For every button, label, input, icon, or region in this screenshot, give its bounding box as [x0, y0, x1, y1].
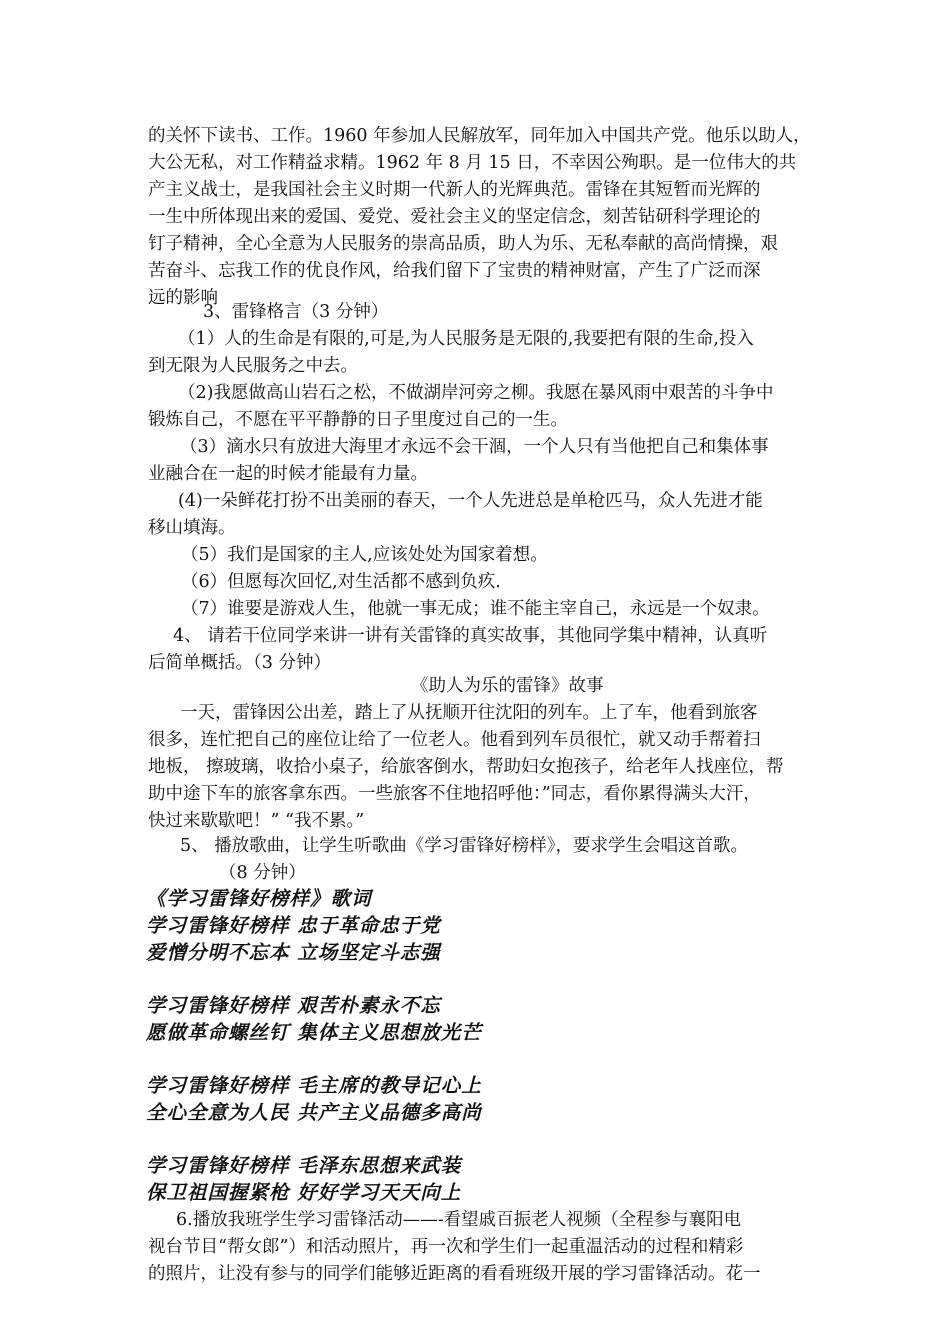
motto-line: 锻炼自己，不愿在平平静静的日子里度过自己的一生。	[148, 410, 568, 430]
lyric-line: 学习雷锋好榜样 忠于革命忠于党	[146, 914, 441, 937]
section-5-line: （8 分钟）	[219, 863, 306, 883]
story-line: 很多，连忙把自己的座位让给了一位老人。他看到列车员很忙，就又动手帮着扫	[148, 730, 761, 750]
motto-line: （3）滴水只有放进大海里才永远不会干涸，一个人只有当他把自己和集体事	[180, 437, 769, 457]
intro-line: 一生中所体现出来的爱国、爱党、爱社会主义的坚定信念，刻苦钻研科学理论的	[148, 207, 761, 227]
intro-line: 大公无私，对工作精益求精。1962 年 8 月 15 日，不幸因公殉职。是一位伟大的共	[148, 153, 797, 173]
lyric-line: 学习雷锋好榜样 毛泽东思想来武装	[146, 1154, 462, 1177]
lyric-line: 爱憎分明不忘本 立场坚定斗志强	[146, 941, 441, 964]
motto-line: 业融合在一起的时候才能最有力量。	[148, 464, 428, 484]
section-5-line: 5、 播放歌曲，让学生听歌曲《学习雷锋好榜样》，要求学生会唱这首歌。	[180, 836, 748, 856]
story-line: 快过来歇歇吧！” “我不累。”	[148, 811, 365, 831]
intro-line: 远的影响	[148, 288, 218, 308]
intro-line: 的关怀下读书、工作。1960 年参加人民解放军，同年加入中国共产党。他乐以助人，	[148, 126, 811, 146]
section-heading: 3、雷锋格言（3 分钟）	[203, 302, 389, 322]
story-title: 《助人为乐的雷锋》故事	[411, 676, 604, 696]
intro-line: 产主义战士，是我国社会主义时期一代新人的光辉典范。雷锋在其短暂而光辉的	[148, 180, 761, 200]
section-4-line: 4、 请若干位同学来讲一讲有关雷锋的真实故事，其他同学集中精神，认真听	[173, 626, 768, 646]
intro-line: 钉子精神，全心全意为人民服务的崇高品质，助人为乐、无私奉献的高尚情操，艰	[148, 234, 778, 254]
section-6-line: 6.播放我班学生学习雷锋活动——-看望戚百振老人视频（全程参与襄阳电	[176, 1210, 742, 1230]
motto-line: (4)一朵鲜花打扮不出美丽的春天，一个人先进总是单枪匹马，众人先进才能	[178, 491, 763, 511]
motto-line: 移山填海。	[148, 518, 236, 538]
story-line: 一天，雷锋因公出差，踏上了从抚顺开往沈阳的列车。上了车，他看到旅客	[180, 703, 758, 723]
motto-line: （7）谁要是游戏人生，他就一事无成；谁不能主宰自己，永远是一个奴隶。	[181, 599, 770, 619]
lyric-line: 全心全意为人民 共产主义品德多高尚	[146, 1101, 482, 1124]
motto-line: （2)我愿做高山岩石之松，不做湖岸河旁之柳。我愿在暴风雨中艰苦的斗争中	[178, 383, 774, 403]
lyric-line: 愿做革命螺丝钉 集体主义思想放光芒	[146, 1021, 482, 1044]
story-line: 地板， 擦玻璃，收拾小桌子，给旅客倒水，帮助妇女抱孩子，给老年人找座位，帮	[148, 757, 784, 777]
lyrics-title: 《学习雷锋好榜样》歌词	[146, 887, 372, 910]
lyric-line: 学习雷锋好榜样 艰苦朴素永不忘	[146, 994, 441, 1017]
story-line: 助中途下车的旅客拿东西。一些旅客不住地招呼他：”同志，看你累得满头大汗，	[148, 784, 761, 804]
motto-line: （5）我们是国家的主人,应该处处为国家着想。	[181, 545, 548, 565]
lyric-line: 学习雷锋好榜样 毛主席的教导记心上	[146, 1074, 482, 1097]
motto-line: （6）但愿每次回忆,对生活都不感到负疚.	[181, 572, 501, 592]
motto-line: （1）人的生命是有限的,可是,为人民服务是无限的,我要把有限的生命,投入	[178, 329, 754, 349]
motto-line: 到无限为人民服务之中去。	[148, 356, 358, 376]
section-4-line: 后简单概括。（3 分钟）	[148, 653, 331, 673]
lyric-line: 保卫祖国握紧枪 好好学习天天向上	[146, 1181, 462, 1204]
intro-line: 苦奋斗、忘我工作的优良作风，给我们留下了宝贵的精神财富，产生了广泛而深	[148, 261, 761, 281]
section-6-line: 的照片，让没有参与的同学们能够近距离的看看班级开展的学习雷锋活动。花一	[148, 1264, 761, 1284]
section-6-line: 视台节目“帮女郎”）和活动照片，再一次和学生们一起重温活动的过程和精彩	[148, 1237, 744, 1257]
